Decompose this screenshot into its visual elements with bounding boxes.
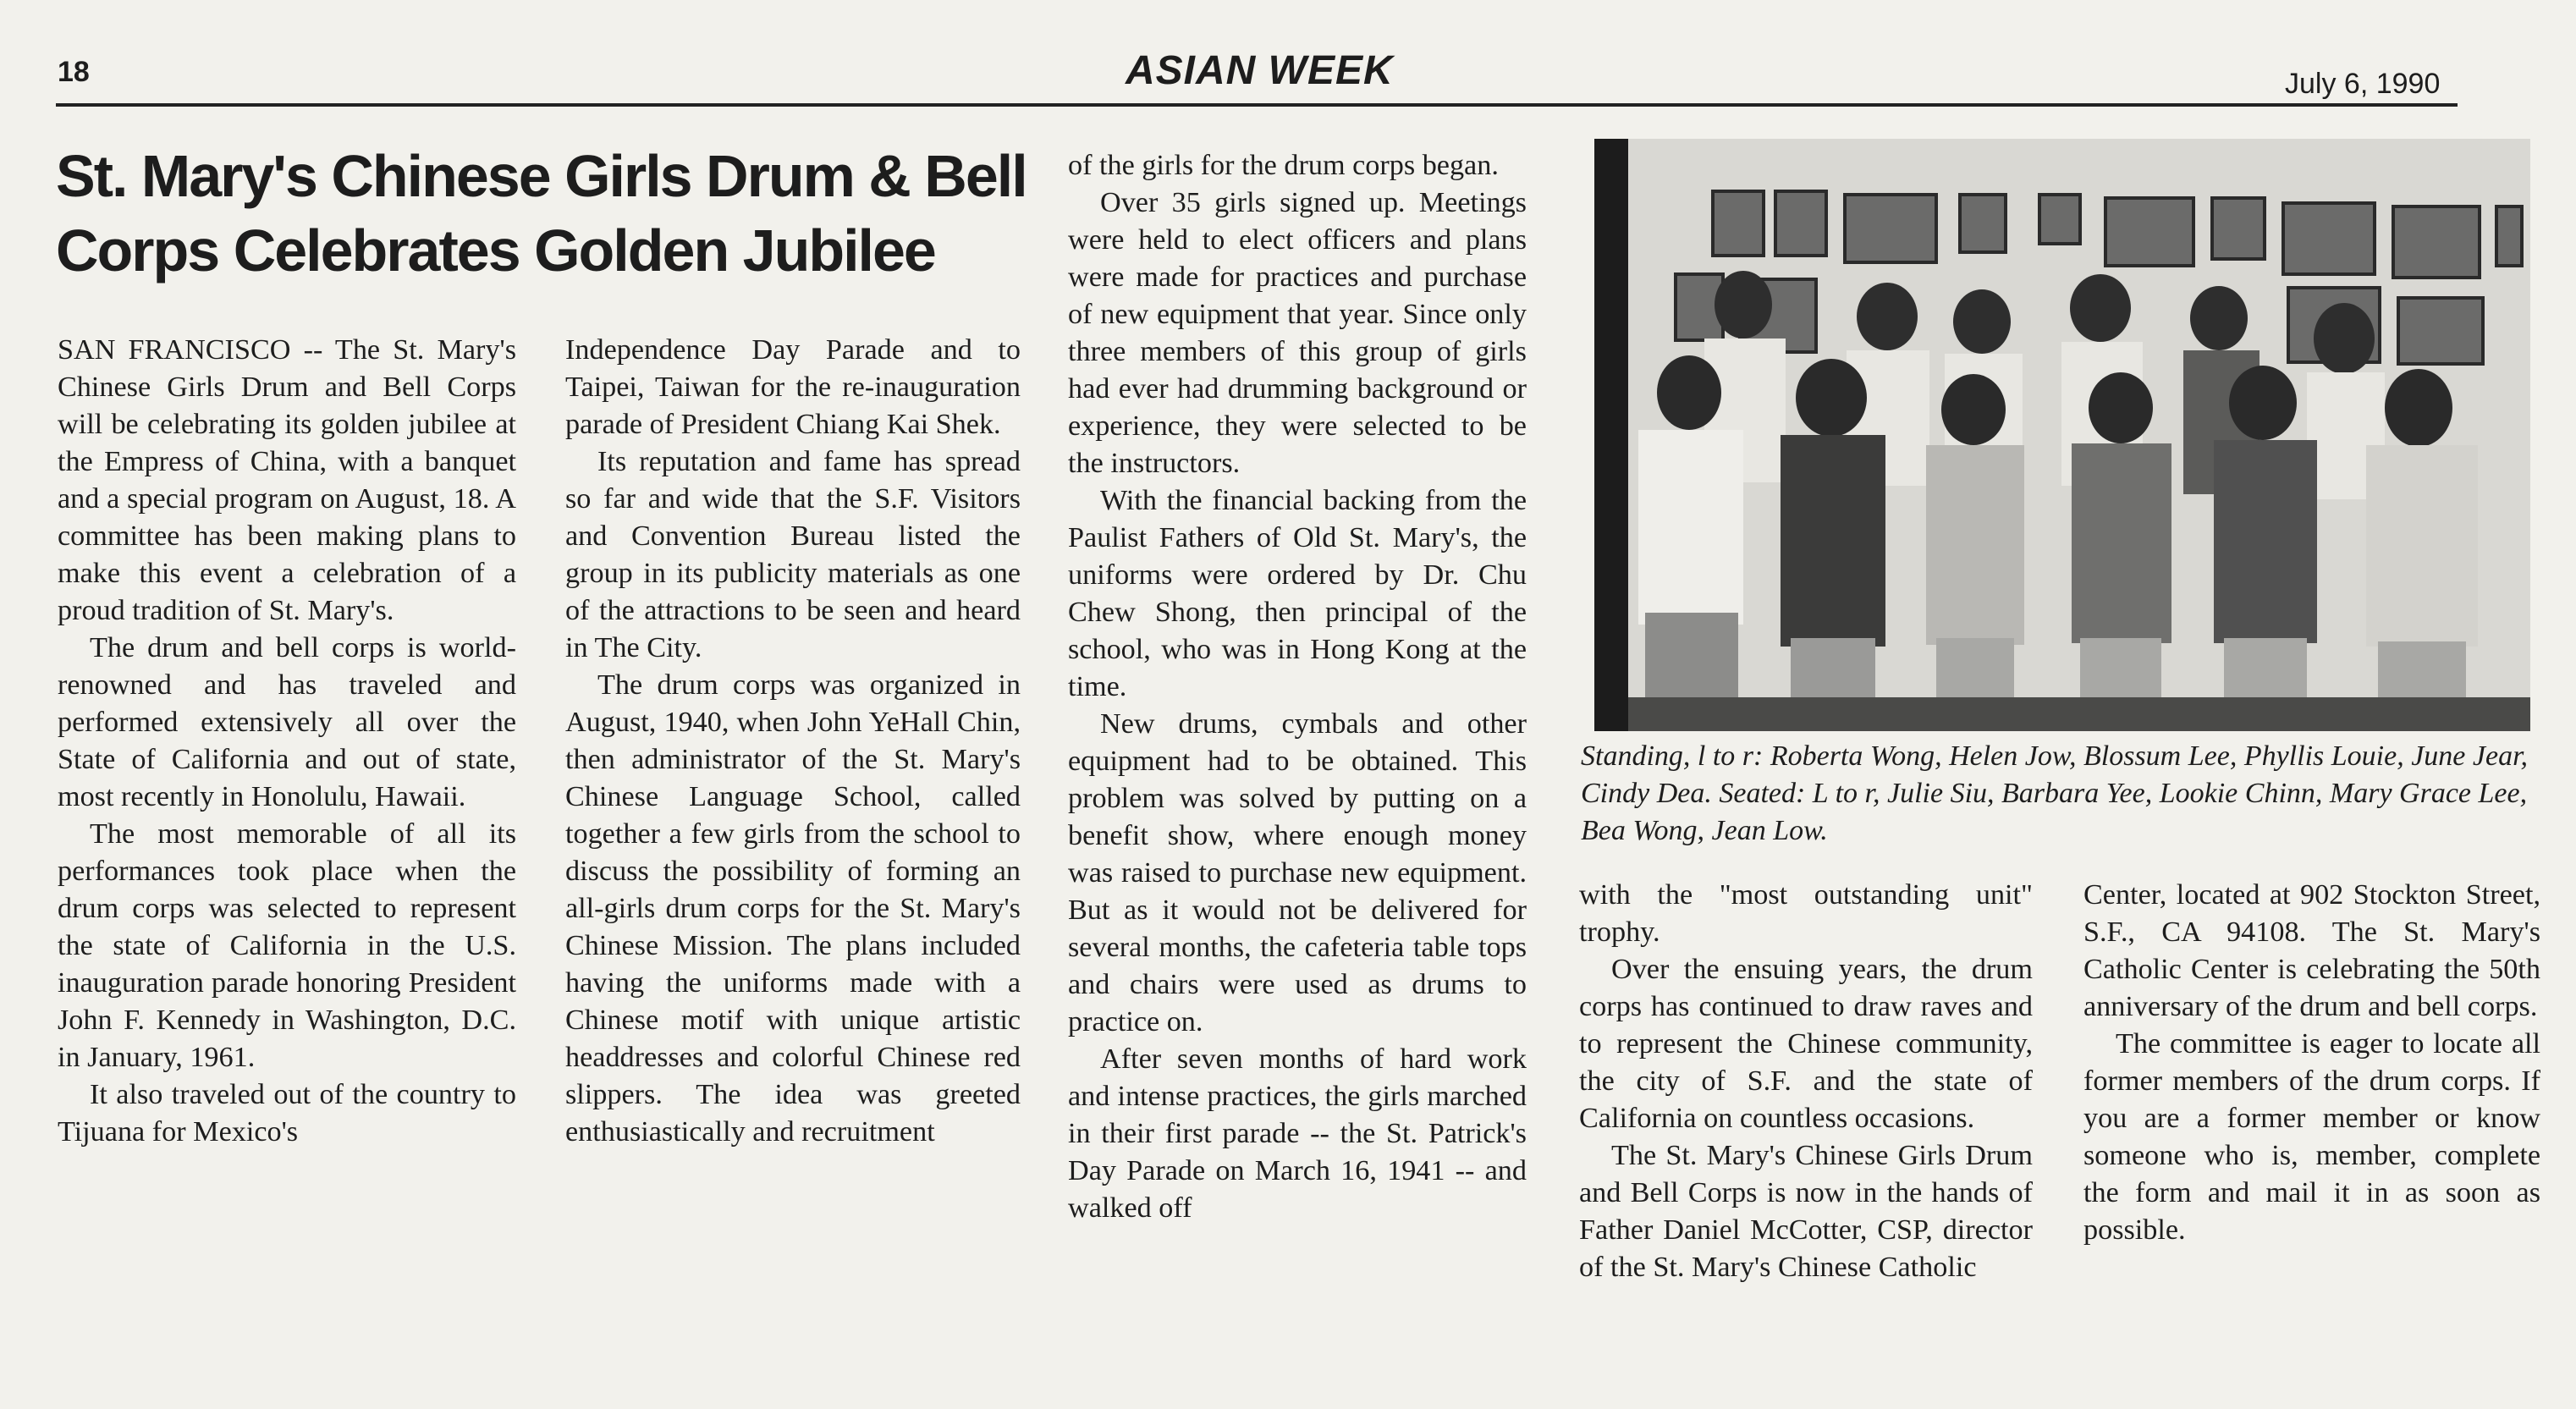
paragraph: The St. Mary's Chinese Girls Drum and Bell Corps is now in the hands of Father Daniel McCotter, CSP, director of the St. Mary's Chinese Catholic (1579, 1140, 2033, 1283)
paragraph: Over 35 girls signed up. Meetings were held to elect officers and plans were made for practices and purchase of new equipment that year. Since only three members of this group of girls had ever had drumming background or experience, they were selected to be the instructors. (1068, 187, 1527, 479)
publication-date: July 6, 1990 (2285, 68, 2441, 100)
paragraph: After seven months of hard work and intense practices, the girls marched in their first parade -- the St. Patrick's Day Parade on March 16, 1941 -- and walked off (1068, 1043, 1527, 1224)
paragraph: The drum and bell corps is world-renowned and has traveled and performed extensively all over the State of California and out of state, most recently in Honolulu, Hawaii. (58, 632, 516, 812)
paragraph: The committee is eager to locate all former members of the drum corps. If you are a former member or know someone who is, member, complete the form and mail it in as soon as possible. (2083, 1028, 2540, 1246)
article-column-3 (1068, 147, 1527, 1227)
paragraph: The drum corps was organized in August, 1940, when John YeHall Chin, then administrator of the St. Mary's Chinese Language School, called together a few girls from the school to discuss the possibility of forming an all-girls drum corps for the St. Mary's Chinese Mission. The plans included having the uniforms made with a Chinese motif with unique artistic headdresses and colorful Chinese red slippers. The idea was greeted enthusiastically and recruitment (565, 669, 1021, 1148)
article-column-4 (1579, 877, 2033, 1286)
header-rule (56, 103, 2458, 107)
photo-caption: Standing, l to r: Roberta Wong, Helen Jow, Blossum Lee, Phyllis Louie, June Jear, Cindy Dea. Seated: L to r, Julie Siu, Barbara Yee, Lookie Chinn, Mary Grace Lee, Bea Wong, Jean Low. (1581, 740, 2529, 846)
paragraph: Its reputation and fame has spread so far and wide that the S.F. Visitors and Convention Bureau listed the group in its publicity materials as one of the attractions to be seen and heard in The City. (565, 446, 1021, 663)
paragraph: The most memorable of all its performances took place when the drum corps was selected to represent the state of California in the U.S. inauguration parade honoring President John F. Kennedy in Washington, D.C. in January, 1961. (58, 818, 516, 1073)
paragraph: Independence Day Parade and to Taipei, Taiwan for the re-inauguration parade of President Chiang Kai Shek. (565, 334, 1021, 440)
article-column-1 (58, 332, 516, 1151)
publication-title: ASIAN WEEK (1126, 48, 1394, 93)
paragraph: Over the ensuing years, the drum corps has continued to draw raves and to represent the Chinese community, the city of S.F. and the state of California on countless occasions. (1579, 954, 2033, 1134)
article-column-5 (2083, 877, 2540, 1249)
article-headline: St. Mary's Chinese Girls Drum & Bell Corps Celebrates Golden Jubilee (56, 143, 1027, 283)
group-photo (1594, 139, 2530, 731)
paragraph: With the financial backing from the Paulist Fathers of Old St. Mary's, the uniforms were ordered by Dr. Chu Chew Shong, then principal of the school, who was in Hong Kong at the time. (1068, 485, 1527, 702)
article-column-2 (565, 332, 1021, 1151)
paragraph: with the "most outstanding unit" trophy. (1579, 879, 2033, 948)
page-number: 18 (58, 56, 90, 88)
paragraph: It also traveled out of the country to Tijuana for Mexico's (58, 1079, 516, 1148)
group-photo-illustration (1594, 139, 2530, 731)
paragraph: SAN FRANCISCO -- The St. Mary's Chinese Girls Drum and Bell Corps will be celebrating its golden jubilee at the Empress of China, with a banquet and a special program on August, 18. A committee has been making plans to make this event a celebration of a proud tradition of St. Mary's. (58, 334, 516, 626)
paragraph: New drums, cymbals and other equipment had to be obtained. This problem was solved by putting on a benefit show, where enough money was raised to purchase new equipment. But as it would not be delivered for several months, the cafeteria table tops and chairs were used as drums to practice on. (1068, 708, 1527, 1037)
paragraph: of the girls for the drum corps began. (1068, 150, 1499, 181)
paragraph: Center, located at 902 Stockton Street, S.F., CA 94108. The St. Mary's Catholic Center is celebrating the 50th anniversary of the drum and bell corps. (2083, 879, 2540, 1022)
